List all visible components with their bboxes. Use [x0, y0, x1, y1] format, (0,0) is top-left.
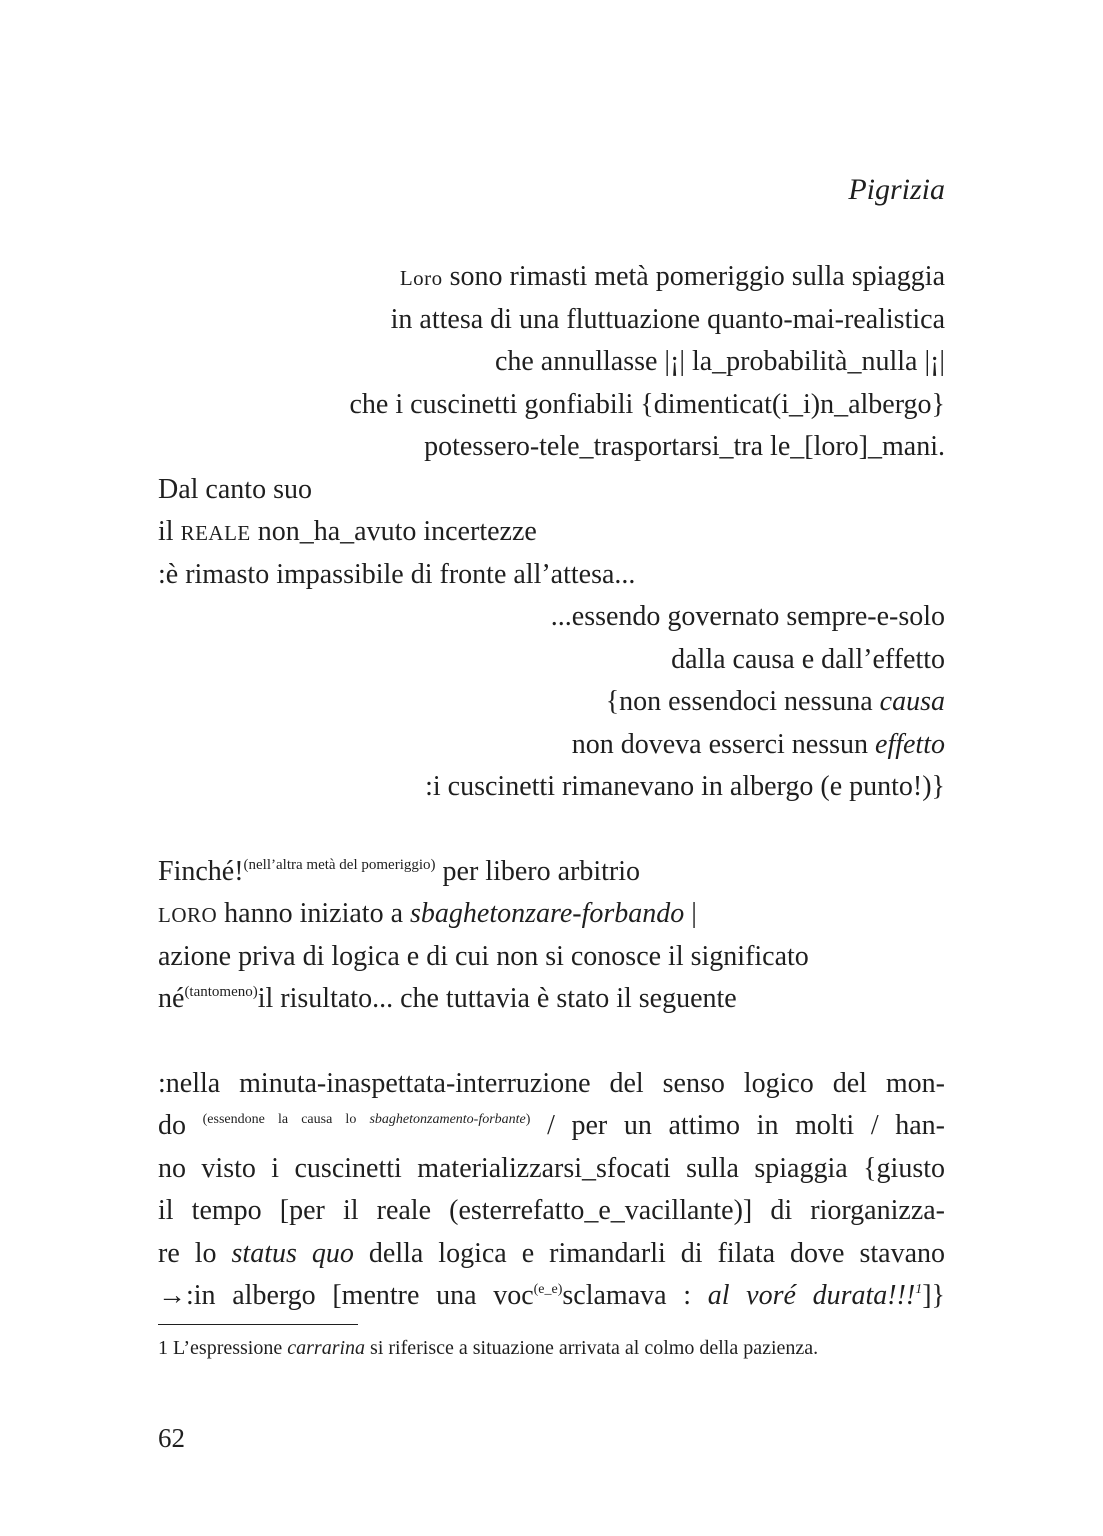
stanza1-line2: in attesa di una fluttuazione quanto-mai-realistica [390, 304, 945, 335]
superscript-tantomeno: (tantomeno) [184, 984, 258, 1000]
sup-italic: sbaghetonzamento-forbante [369, 1112, 526, 1127]
stanza1-line1-text: sono rimasti metà pomeriggio sulla spiaggia [442, 261, 945, 292]
smallcaps-reale: REALE [180, 521, 251, 545]
footnote-separator [158, 1324, 358, 1325]
paragraph-line5 [158, 1234, 945, 1274]
stanza3-line2-b: | [684, 898, 697, 929]
italic-effetto: effetto [875, 729, 945, 760]
stanza3-line2-a: hanno iniziato a [217, 898, 410, 929]
superscript-note: (nell’altra metà del pomeriggio) [243, 857, 436, 873]
paragraph-line6-b: sclamava : [562, 1280, 708, 1311]
italic-sbaghetonzare: sbaghetonzare-forbando [410, 898, 685, 929]
stanza1-line4: che i cuscinetti gonfiabili {dimenticat(i_i)n_albergo} [349, 389, 945, 420]
paragraph-line1: :nella minuta-inaspettata-interruzione del senso logico del mon- [158, 1068, 945, 1099]
italic-causa: causa [879, 686, 945, 717]
paragraph-line5-a: re lo [158, 1238, 232, 1269]
stanza1-line5: potessero-tele_trasportarsi_tra le_[loro]_mani. [424, 431, 945, 462]
stanza3-line3: azione priva di logica e di cui non si conosce il significato [158, 941, 809, 972]
stanza2-line1: Dal canto suo [158, 474, 312, 505]
footnote-italic: carrarina [287, 1337, 366, 1359]
paragraph-line4: il tempo [per il reale (esterrefatto_e_vacillante)] di riorganizza- [158, 1195, 945, 1226]
stanza2-line5: dalla causa e dall’effetto [671, 644, 945, 675]
smallcaps-loro-2: LORO [158, 903, 218, 927]
paragraph-line5-b: della logica e rimandarli di filata dove stavano [353, 1238, 946, 1269]
paragraph-line6-c: ]} [922, 1280, 945, 1311]
sup-part-b: ) [525, 1112, 531, 1127]
stanza2-line4: ...essendo governato sempre-e-solo [550, 601, 945, 632]
paragraph-line2-a: do [158, 1110, 203, 1141]
superscript-e-e: (e_e) [533, 1282, 563, 1297]
italic-status-quo: status quo [231, 1238, 354, 1269]
paragraph-line6-a: →:in albergo [mentre una voc [158, 1280, 534, 1311]
footnote-number: 1 [158, 1337, 168, 1359]
stanza2-line8: :i cuscinetti rimanevano in albergo (e punto!)} [425, 771, 945, 802]
page-number: 62 [158, 1423, 185, 1453]
stanza3-line1-a: Finché! [158, 856, 244, 887]
running-title: Pigrizia [848, 173, 945, 206]
sup-part-a: (essendone la causa lo [202, 1112, 370, 1127]
footnote-text-a: L’espressione [168, 1337, 288, 1359]
stanza3-line2 [158, 894, 697, 935]
stanza3-line1 [158, 852, 640, 892]
stanza3-line4 [158, 979, 737, 1019]
stanza2-line2 [158, 512, 537, 553]
stanza2-line7 [572, 725, 945, 765]
superscript-causa-note [203, 1112, 531, 1127]
stanza2-line6-a: {non essendoci nessuna [605, 686, 880, 717]
paragraph-line2 [158, 1106, 945, 1146]
stanza2-line3: :è rimasto impassibile di fronte all’attesa... [158, 559, 636, 590]
stanza1-line3: che annullasse |¡| la_probabilità_nulla |¡| [494, 346, 945, 377]
smallcaps-loro: Loro [399, 266, 443, 290]
stanza2-line7-a: non doveva esserci nessun [571, 729, 876, 760]
stanza3-line4-b: il risultato... che tuttavia è stato il seguente [257, 983, 737, 1014]
footnote [158, 1332, 818, 1364]
footnote-reference: 1 [915, 1282, 923, 1297]
footnote-text-b: si riferisce a situazione arrivata al colmo della pazienza. [365, 1337, 819, 1359]
stanza3-line4-a: né [158, 983, 185, 1014]
stanza1-line1 [400, 257, 945, 298]
stanza2-line6 [606, 682, 945, 722]
stanza2-line2-b: non_ha_avuto incertezze [250, 516, 537, 547]
paragraph-line6 [158, 1276, 945, 1316]
stanza2-line2-a: il [158, 516, 181, 547]
italic-al-vore-durata: al voré durata!!! [707, 1280, 916, 1311]
paragraph-line2-b: / per un attimo in molti / han- [530, 1110, 945, 1141]
stanza3-line1-b: per libero arbitrio [435, 856, 641, 887]
paragraph-line3: no visto i cuscinetti materializzarsi_sfocati sulla spiaggia {giusto [158, 1153, 945, 1184]
